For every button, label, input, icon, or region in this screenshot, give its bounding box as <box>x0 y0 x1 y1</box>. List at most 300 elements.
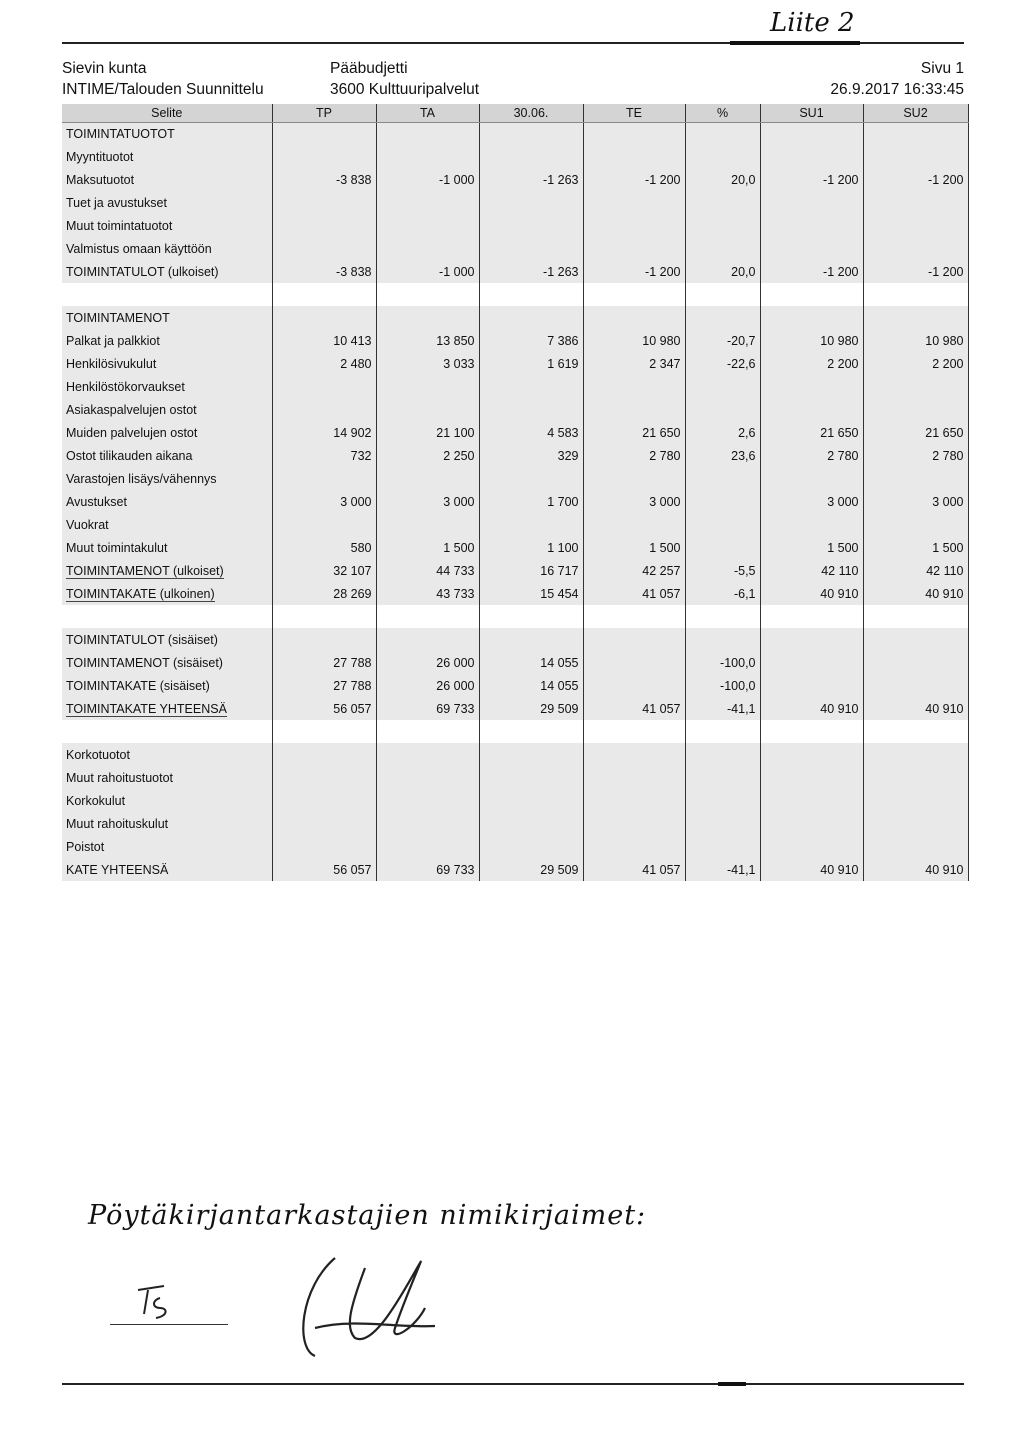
cell-su2 <box>863 789 968 812</box>
cell-te <box>583 306 685 329</box>
cell-ta <box>376 122 479 145</box>
cell-pct <box>685 191 760 214</box>
cell-su1 <box>760 283 863 306</box>
report-name: Pääbudjetti <box>330 60 408 77</box>
row-label <box>62 628 272 651</box>
cell-h <box>479 720 583 743</box>
row-label-text: TOIMINTAMENOT (ulkoiset) <box>66 563 224 578</box>
cell-te <box>583 812 685 835</box>
cell-ta: 43 733 <box>376 582 479 605</box>
table-row <box>62 605 968 628</box>
cell-ta: 44 733 <box>376 559 479 582</box>
row-label <box>62 444 272 467</box>
cell-pct <box>685 122 760 145</box>
cell-pct <box>685 375 760 398</box>
table-row <box>62 260 968 283</box>
cell-ta <box>376 766 479 789</box>
table-row <box>62 628 968 651</box>
cell-tp: 28 269 <box>272 582 376 605</box>
cell-ta: 3 000 <box>376 490 479 513</box>
cell-te <box>583 283 685 306</box>
cell-su2: 2 200 <box>863 352 968 375</box>
cell-tp: 56 057 <box>272 697 376 720</box>
cell-pct <box>685 214 760 237</box>
cell-su2 <box>863 191 968 214</box>
cell-pct <box>685 536 760 559</box>
cell-ta: 13 850 <box>376 329 479 352</box>
cell-su1 <box>760 835 863 858</box>
cell-su1 <box>760 628 863 651</box>
cell-te: 3 000 <box>583 490 685 513</box>
table-row <box>62 283 968 306</box>
cell-ta: -1 000 <box>376 260 479 283</box>
table-row <box>62 651 968 674</box>
cell-h: 7 386 <box>479 329 583 352</box>
cell-te <box>583 835 685 858</box>
cell-h <box>479 835 583 858</box>
cell-h <box>479 467 583 490</box>
cell-su2: 42 110 <box>863 559 968 582</box>
row-label-text: Palkat ja palkkiot <box>66 333 160 348</box>
cell-te: -1 200 <box>583 260 685 283</box>
cell-pct <box>685 628 760 651</box>
row-label <box>62 789 272 812</box>
cell-h: 15 454 <box>479 582 583 605</box>
cell-su1 <box>760 467 863 490</box>
col-header-pct: % <box>685 104 760 122</box>
cell-tp: 56 057 <box>272 858 376 881</box>
table-row <box>62 168 968 191</box>
col-header-te: TE <box>583 104 685 122</box>
cell-su1 <box>760 743 863 766</box>
cell-te <box>583 605 685 628</box>
row-label-text: TOIMINTATUOTOT <box>66 126 175 141</box>
cell-te: 10 980 <box>583 329 685 352</box>
cell-su1: 40 910 <box>760 858 863 881</box>
cell-tp: 14 902 <box>272 421 376 444</box>
cell-pct: -6,1 <box>685 582 760 605</box>
cell-ta: 21 100 <box>376 421 479 444</box>
cell-su2 <box>863 122 968 145</box>
row-label <box>62 352 272 375</box>
col-header-selite: Selite <box>62 104 272 122</box>
row-label-text: Muut toimintatuotot <box>66 218 173 233</box>
table-row <box>62 766 968 789</box>
cell-ta: 3 033 <box>376 352 479 375</box>
cell-h <box>479 789 583 812</box>
cell-su2 <box>863 145 968 168</box>
cell-ta <box>376 306 479 329</box>
cell-su1 <box>760 513 863 536</box>
row-label <box>62 720 272 743</box>
row-label <box>62 306 272 329</box>
cell-h: 1 700 <box>479 490 583 513</box>
cell-su2 <box>863 306 968 329</box>
cell-ta: 2 250 <box>376 444 479 467</box>
table-row <box>62 720 968 743</box>
cell-pct: 2,6 <box>685 421 760 444</box>
cell-su1: 2 200 <box>760 352 863 375</box>
cell-pct <box>685 743 760 766</box>
row-label-text: KATE YHTEENSÄ <box>66 862 169 877</box>
cell-pct <box>685 812 760 835</box>
cell-pct: -100,0 <box>685 651 760 674</box>
budget-table <box>62 104 969 881</box>
table-row <box>62 812 968 835</box>
cell-su1: 2 780 <box>760 444 863 467</box>
cell-pct: -20,7 <box>685 329 760 352</box>
cell-su2 <box>863 398 968 421</box>
table-row <box>62 789 968 812</box>
row-label-text: TOIMINTAMENOT <box>66 310 170 325</box>
cell-su2: 40 910 <box>863 858 968 881</box>
row-label <box>62 697 272 720</box>
cell-su2 <box>863 283 968 306</box>
cell-tp: 10 413 <box>272 329 376 352</box>
cell-te: 42 257 <box>583 559 685 582</box>
cell-tp <box>272 720 376 743</box>
cell-su2: 40 910 <box>863 697 968 720</box>
cell-te <box>583 467 685 490</box>
table-row <box>62 398 968 421</box>
cell-te <box>583 191 685 214</box>
cell-pct <box>685 467 760 490</box>
cell-tp <box>272 214 376 237</box>
col-header-su1: SU1 <box>760 104 863 122</box>
cell-tp: -3 838 <box>272 168 376 191</box>
cell-h: 329 <box>479 444 583 467</box>
cell-te <box>583 651 685 674</box>
cell-su1 <box>760 651 863 674</box>
cell-su2 <box>863 628 968 651</box>
cell-pct <box>685 605 760 628</box>
cell-su1 <box>760 766 863 789</box>
cell-h: 1 619 <box>479 352 583 375</box>
cell-h <box>479 191 583 214</box>
table-row <box>62 352 968 375</box>
cell-ta <box>376 743 479 766</box>
cell-h: -1 263 <box>479 260 583 283</box>
row-label-text: Korkokulut <box>66 793 126 808</box>
cell-ta <box>376 237 479 260</box>
cell-su2 <box>863 467 968 490</box>
row-label <box>62 605 272 628</box>
cell-te: -1 200 <box>583 168 685 191</box>
cell-ta <box>376 283 479 306</box>
cell-tp <box>272 766 376 789</box>
cell-su1: 42 110 <box>760 559 863 582</box>
cell-te <box>583 122 685 145</box>
cell-te <box>583 766 685 789</box>
cell-tp <box>272 306 376 329</box>
row-label-text: TOIMINTATULOT (sisäiset) <box>66 632 218 647</box>
cell-tp: 2 480 <box>272 352 376 375</box>
cell-te <box>583 214 685 237</box>
cell-te <box>583 674 685 697</box>
cell-pct <box>685 398 760 421</box>
row-label <box>62 513 272 536</box>
cell-su2 <box>863 237 968 260</box>
cell-tp: 732 <box>272 444 376 467</box>
cell-tp <box>272 605 376 628</box>
cell-ta <box>376 720 479 743</box>
table-header-row <box>62 104 968 122</box>
cell-su1: 1 500 <box>760 536 863 559</box>
table-row <box>62 536 968 559</box>
cell-tp: 32 107 <box>272 559 376 582</box>
row-label-text: TOIMINTAKATE (ulkoinen) <box>66 586 215 601</box>
row-label <box>62 237 272 260</box>
cell-tp <box>272 743 376 766</box>
cell-h <box>479 743 583 766</box>
cell-ta <box>376 605 479 628</box>
row-label-text: TOIMINTAKATE YHTEENSÄ <box>66 701 227 716</box>
col-header-ta: TA <box>376 104 479 122</box>
row-label-text: Vuokrat <box>66 517 109 532</box>
table-row <box>62 421 968 444</box>
cell-ta: 69 733 <box>376 858 479 881</box>
cell-su1 <box>760 237 863 260</box>
cell-tp <box>272 191 376 214</box>
system-name: INTIME/Talouden Suunnittelu <box>62 81 264 98</box>
cell-pct: 20,0 <box>685 260 760 283</box>
row-label <box>62 260 272 283</box>
cell-tp <box>272 283 376 306</box>
cell-h <box>479 122 583 145</box>
col-header-su2: SU2 <box>863 104 968 122</box>
bottom-rule-accent <box>718 1382 746 1386</box>
row-label <box>62 122 272 145</box>
table-row <box>62 444 968 467</box>
cell-h <box>479 812 583 835</box>
row-label-text: Poistot <box>66 839 105 854</box>
row-label <box>62 398 272 421</box>
initials-signature-icon <box>130 1278 200 1328</box>
cell-tp: 580 <box>272 536 376 559</box>
cell-tp <box>272 398 376 421</box>
cell-ta <box>376 375 479 398</box>
row-label <box>62 490 272 513</box>
cell-tp: 3 000 <box>272 490 376 513</box>
row-label <box>62 467 272 490</box>
table-row <box>62 145 968 168</box>
cell-h: 14 055 <box>479 651 583 674</box>
cell-h <box>479 214 583 237</box>
cell-te <box>583 375 685 398</box>
cell-ta <box>376 467 479 490</box>
cell-su2 <box>863 375 968 398</box>
cell-su2: 2 780 <box>863 444 968 467</box>
cell-su1 <box>760 145 863 168</box>
cell-te: 2 347 <box>583 352 685 375</box>
cell-pct: -5,5 <box>685 559 760 582</box>
row-label-text: TOIMINTATULOT (ulkoiset) <box>66 264 219 279</box>
table-row <box>62 513 968 536</box>
cell-h <box>479 628 583 651</box>
row-label <box>62 329 272 352</box>
row-label <box>62 743 272 766</box>
cell-su2 <box>863 674 968 697</box>
cell-tp: -3 838 <box>272 260 376 283</box>
cell-su1 <box>760 306 863 329</box>
cell-su1: 3 000 <box>760 490 863 513</box>
cell-su2 <box>863 513 968 536</box>
cell-te <box>583 237 685 260</box>
cell-tp <box>272 812 376 835</box>
cell-te: 41 057 <box>583 582 685 605</box>
signature-caption: Pöytäkirjantarkastajien nimikirjaimet: <box>88 1200 647 1231</box>
cell-h: 4 583 <box>479 421 583 444</box>
cell-pct <box>685 835 760 858</box>
table-row <box>62 582 968 605</box>
table-row <box>62 237 968 260</box>
table-row <box>62 674 968 697</box>
row-label <box>62 214 272 237</box>
cell-su2 <box>863 720 968 743</box>
cell-pct <box>685 145 760 168</box>
row-label-text: TOIMINTAMENOT (sisäiset) <box>66 655 223 670</box>
bottom-rule <box>62 1383 964 1385</box>
table-body <box>62 122 968 881</box>
row-label-text: TOIMINTAKATE (sisäiset) <box>66 678 210 693</box>
table-row <box>62 559 968 582</box>
signature-line-1 <box>110 1324 228 1325</box>
row-label-text: Muiden palvelujen ostot <box>66 425 198 440</box>
cell-h <box>479 766 583 789</box>
cell-tp <box>272 375 376 398</box>
cell-pct <box>685 490 760 513</box>
cell-h: 16 717 <box>479 559 583 582</box>
cell-su2: -1 200 <box>863 260 968 283</box>
cell-su1: 10 980 <box>760 329 863 352</box>
cell-te: 41 057 <box>583 858 685 881</box>
cell-pct <box>685 720 760 743</box>
row-label <box>62 283 272 306</box>
cell-ta <box>376 214 479 237</box>
cell-su2 <box>863 835 968 858</box>
cell-te <box>583 743 685 766</box>
row-label <box>62 766 272 789</box>
col-header-tp: TP <box>272 104 376 122</box>
row-label <box>62 812 272 835</box>
cell-pct <box>685 789 760 812</box>
table-row <box>62 122 968 145</box>
cell-pct: -41,1 <box>685 697 760 720</box>
cell-ta: 26 000 <box>376 674 479 697</box>
table-row <box>62 306 968 329</box>
report-datetime: 26.9.2017 16:33:45 <box>830 81 964 98</box>
cell-h: 14 055 <box>479 674 583 697</box>
cell-h: -1 263 <box>479 168 583 191</box>
cell-te <box>583 789 685 812</box>
cell-h <box>479 283 583 306</box>
cell-tp <box>272 145 376 168</box>
cell-su2 <box>863 766 968 789</box>
signature-scribble-icon <box>295 1248 445 1363</box>
table-row <box>62 191 968 214</box>
cell-pct <box>685 306 760 329</box>
cell-pct: 23,6 <box>685 444 760 467</box>
table-row <box>62 214 968 237</box>
cell-tp <box>272 513 376 536</box>
row-label <box>62 651 272 674</box>
row-label <box>62 559 272 582</box>
table-row <box>62 329 968 352</box>
row-label-text: Asiakaspalvelujen ostot <box>66 402 197 417</box>
cell-tp <box>272 467 376 490</box>
cell-ta <box>376 513 479 536</box>
cell-su1 <box>760 789 863 812</box>
cell-ta <box>376 398 479 421</box>
cell-ta: 69 733 <box>376 697 479 720</box>
cell-h <box>479 306 583 329</box>
table-row <box>62 375 968 398</box>
row-label <box>62 536 272 559</box>
row-label-text: Avustukset <box>66 494 127 509</box>
row-label <box>62 168 272 191</box>
table-row <box>62 743 968 766</box>
cell-h <box>479 398 583 421</box>
cell-su2: 1 500 <box>863 536 968 559</box>
cell-h <box>479 513 583 536</box>
org-name: Sievin kunta <box>62 60 147 77</box>
cell-su1 <box>760 398 863 421</box>
cell-su2 <box>863 651 968 674</box>
table-row <box>62 490 968 513</box>
row-label <box>62 835 272 858</box>
cell-tp <box>272 122 376 145</box>
cell-su1: 21 650 <box>760 421 863 444</box>
unit-name: 3600 Kulttuuripalvelut <box>330 81 480 98</box>
top-rule-accent <box>730 41 860 45</box>
cell-su2: 40 910 <box>863 582 968 605</box>
col-header-3006: 30.06. <box>479 104 583 122</box>
cell-tp: 27 788 <box>272 674 376 697</box>
cell-su1 <box>760 191 863 214</box>
row-label-text: Valmistus omaan käyttöön <box>66 241 212 256</box>
cell-su2 <box>863 812 968 835</box>
cell-su2 <box>863 214 968 237</box>
cell-te: 2 780 <box>583 444 685 467</box>
row-label <box>62 582 272 605</box>
cell-ta: 26 000 <box>376 651 479 674</box>
cell-te <box>583 145 685 168</box>
row-label-text: Ostot tilikauden aikana <box>66 448 193 463</box>
cell-h <box>479 145 583 168</box>
row-label-text: Muut rahoitustuotot <box>66 770 174 785</box>
cell-pct: 20,0 <box>685 168 760 191</box>
cell-ta: 1 500 <box>376 536 479 559</box>
cell-tp <box>272 237 376 260</box>
cell-su1: -1 200 <box>760 260 863 283</box>
row-label-text: Henkilösivukulut <box>66 356 157 371</box>
cell-su2: 3 000 <box>863 490 968 513</box>
cell-su1 <box>760 720 863 743</box>
cell-su1 <box>760 122 863 145</box>
cell-ta <box>376 145 479 168</box>
cell-h: 29 509 <box>479 697 583 720</box>
cell-su1 <box>760 375 863 398</box>
row-label-text: Maksutuotot <box>66 172 135 187</box>
table-row <box>62 858 968 881</box>
cell-su1 <box>760 605 863 628</box>
cell-pct <box>685 766 760 789</box>
cell-su1 <box>760 812 863 835</box>
row-label-text: Muut rahoituskulut <box>66 816 169 831</box>
cell-tp: 27 788 <box>272 651 376 674</box>
table-row <box>62 697 968 720</box>
row-label <box>62 674 272 697</box>
